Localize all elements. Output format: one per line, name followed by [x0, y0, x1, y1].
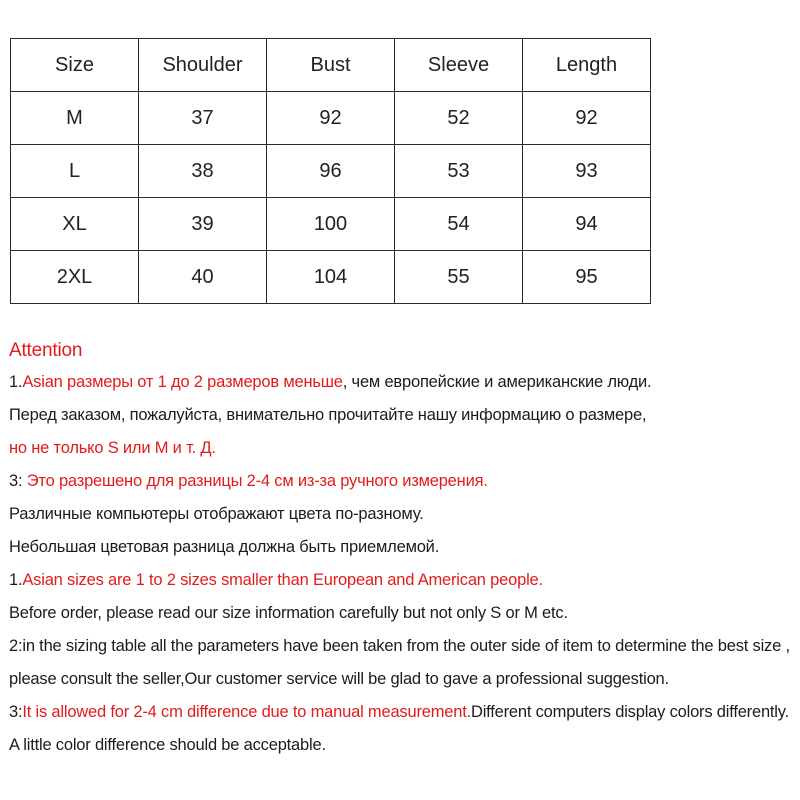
table-cell-bust: 96	[267, 145, 395, 198]
note-text: Different computers display colors differently.	[470, 703, 789, 721]
attention-line	[9, 465, 794, 498]
note-text: 1.	[9, 571, 23, 589]
table-cell-shoulder: 37	[139, 92, 267, 145]
table-cell-sleeve: 54	[395, 198, 523, 251]
attention-line	[9, 366, 794, 399]
table-cell-sleeve: 55	[395, 251, 523, 304]
note-text: 1.	[9, 373, 23, 391]
note-text: Небольшая цветовая разница должна быть приемлемой.	[9, 538, 440, 556]
highlighted-text: It is allowed for 2-4 cm difference due to manual measurement.	[22, 703, 471, 721]
table-cell-size: 2XL	[11, 251, 139, 304]
table-row	[11, 145, 651, 198]
header-cell-shoulder: Shoulder	[139, 39, 267, 92]
header-cell-bust: Bust	[267, 39, 395, 92]
table-cell-bust: 100	[267, 198, 395, 251]
note-text: Перед заказом, пожалуйста, внимательно прочитайте нашу информацию о размере,	[9, 406, 647, 424]
size-chart-table	[10, 38, 651, 304]
table-cell-bust: 92	[267, 92, 395, 145]
table-header-row	[11, 39, 651, 92]
note-text: please consult the seller,Our customer service will be glad to gave a professional suggestion.	[9, 670, 669, 688]
table-cell-length: 93	[523, 145, 651, 198]
table-row	[11, 251, 651, 304]
attention-line	[9, 729, 794, 762]
attention-notes	[9, 336, 794, 762]
attention-line	[9, 597, 794, 630]
attention-line	[9, 399, 794, 432]
table-cell-shoulder: 39	[139, 198, 267, 251]
table-cell-length: 95	[523, 251, 651, 304]
note-text: A little color difference should be acceptable.	[9, 736, 326, 754]
table-row	[11, 198, 651, 251]
table-cell-bust: 104	[267, 251, 395, 304]
note-text: Before order, please read our size information carefully but not only S or M etc.	[9, 604, 568, 622]
attention-line	[9, 630, 794, 663]
header-cell-sleeve: Sleeve	[395, 39, 523, 92]
note-text: 2:in the sizing table all the parameters have been taken from the outer side of item to determine the best size ,	[9, 637, 790, 655]
table-cell-size: XL	[11, 198, 139, 251]
attention-line	[9, 696, 794, 729]
note-text: 3:	[9, 703, 23, 721]
note-text: , чем европейские и американские люди.	[342, 373, 652, 391]
highlighted-text: Asian размеры от 1 до 2 размеров меньше	[22, 373, 343, 391]
table-cell-size: L	[11, 145, 139, 198]
table-row	[11, 92, 651, 145]
attention-line	[9, 564, 794, 597]
attention-line	[9, 531, 794, 564]
attention-lines	[9, 366, 794, 762]
attention-title: Attention	[9, 340, 83, 361]
table-cell-shoulder: 38	[139, 145, 267, 198]
table-cell-sleeve: 52	[395, 92, 523, 145]
size-chart-body	[11, 39, 651, 304]
attention-line	[9, 498, 794, 531]
note-text: Различные компьютеры отображают цвета по-разному.	[9, 505, 424, 523]
table-cell-length: 94	[523, 198, 651, 251]
highlighted-text: но не только S или M и т. Д.	[9, 439, 216, 457]
attention-line	[9, 432, 794, 465]
note-text: 3:	[9, 472, 27, 490]
header-cell-length: Length	[523, 39, 651, 92]
header-cell-size: Size	[11, 39, 139, 92]
attention-line	[9, 663, 794, 696]
highlighted-text: Это разрешено для разницы 2-4 см из-за ручного измерения.	[26, 472, 488, 490]
highlighted-text: Asian sizes are 1 to 2 sizes smaller than European and American people.	[22, 571, 543, 589]
table-cell-shoulder: 40	[139, 251, 267, 304]
table-cell-sleeve: 53	[395, 145, 523, 198]
table-cell-length: 92	[523, 92, 651, 145]
table-cell-size: M	[11, 92, 139, 145]
